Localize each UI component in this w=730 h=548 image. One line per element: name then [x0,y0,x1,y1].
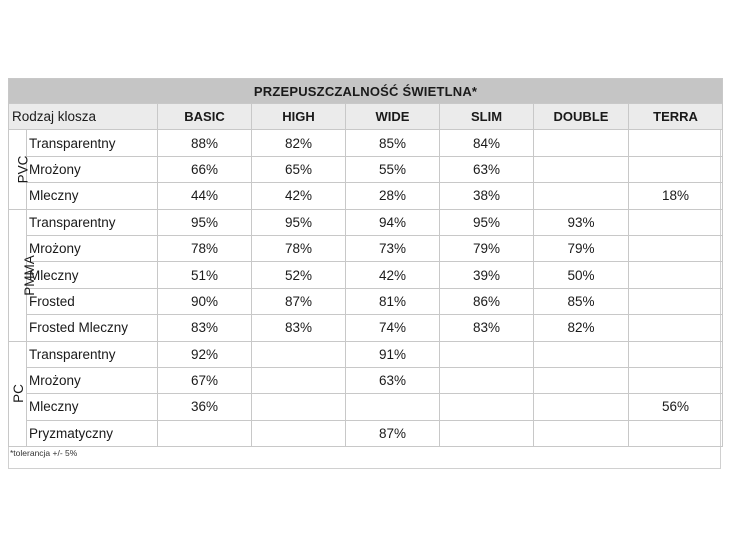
value-cell: 63% [346,367,440,393]
value-cell: 95% [158,209,252,235]
value-cell: 39% [440,262,534,288]
value-cell: 66% [158,156,252,182]
value-cell: 78% [252,235,346,261]
value-cell: 73% [346,235,440,261]
column-header-double: DOUBLE [534,104,629,130]
value-cell [440,420,534,446]
value-cell: 91% [346,341,440,367]
value-cell: 79% [440,235,534,261]
table-row [9,130,723,156]
row-label: Mrożony [27,235,158,261]
value-cell [440,367,534,393]
table-row [9,183,723,209]
table-row [9,209,723,235]
value-cell: 44% [158,183,252,209]
value-cell: 78% [158,235,252,261]
table-row [9,394,723,420]
table-row [9,315,723,341]
value-cell: 83% [440,315,534,341]
value-cell: 36% [158,394,252,420]
group-label: PC [10,384,26,404]
value-cell [252,367,346,393]
value-cell [629,130,723,156]
value-cell [629,262,723,288]
value-cell [629,288,723,314]
value-cell: 87% [252,288,346,314]
value-cell: 63% [440,156,534,182]
value-cell [534,341,629,367]
value-cell [252,394,346,420]
value-cell: 93% [534,209,629,235]
light-transmission-table [8,78,723,447]
row-label: Transparentny [27,341,158,367]
value-cell [346,394,440,420]
value-cell: 18% [629,183,723,209]
value-cell: 74% [346,315,440,341]
group-label-cell [9,341,27,447]
table-title: PRZEPUSZCZALNOŚĆ ŚWIETLNA* [9,79,723,104]
column-header-basic: BASIC [158,104,252,130]
value-cell [440,394,534,420]
value-cell [629,209,723,235]
value-cell [534,183,629,209]
value-cell [440,341,534,367]
value-cell: 82% [252,130,346,156]
value-cell: 87% [346,420,440,446]
table-row [9,156,723,182]
row-label: Mleczny [27,394,158,420]
value-cell [534,420,629,446]
table-row [9,235,723,261]
table-row [9,288,723,314]
footnote: *tolerancja +/- 5% [10,448,78,458]
column-header-terra: TERRA [629,104,723,130]
value-cell [629,367,723,393]
value-cell: 84% [440,130,534,156]
value-cell: 67% [158,367,252,393]
row-label: Mrożony [27,367,158,393]
column-header-type: Rodzaj klosza [9,104,158,130]
value-cell: 90% [158,288,252,314]
table-row [9,367,723,393]
value-cell: 55% [346,156,440,182]
row-label: Mleczny [27,183,158,209]
table-row [9,420,723,446]
value-cell: 92% [158,341,252,367]
value-cell: 83% [158,315,252,341]
value-cell: 42% [252,183,346,209]
value-cell: 42% [346,262,440,288]
value-cell: 88% [158,130,252,156]
value-cell: 86% [440,288,534,314]
value-cell: 50% [534,262,629,288]
value-cell: 56% [629,394,723,420]
row-label: Mleczny [27,262,158,288]
value-cell [629,341,723,367]
row-label: Frosted [27,288,158,314]
group-label: PMMA [21,254,37,296]
value-cell: 81% [346,288,440,314]
value-cell: 51% [158,262,252,288]
row-label: Mrożony [27,156,158,182]
row-label: Transparentny [27,209,158,235]
row-label: Transparentny [27,130,158,156]
column-header-high: HIGH [252,104,346,130]
group-label-cell [9,130,31,209]
value-cell [252,341,346,367]
value-cell [534,130,629,156]
group-label-cell [9,209,37,341]
value-cell: 95% [252,209,346,235]
value-cell: 65% [252,156,346,182]
row-label: Frosted Mleczny [27,315,158,341]
value-cell [629,235,723,261]
value-cell: 94% [346,209,440,235]
value-cell: 85% [534,288,629,314]
value-cell [534,367,629,393]
value-cell [629,156,723,182]
value-cell: 95% [440,209,534,235]
value-cell [534,394,629,420]
value-cell: 82% [534,315,629,341]
value-cell: 28% [346,183,440,209]
value-cell [534,156,629,182]
value-cell [158,420,252,446]
table-row [9,341,723,367]
row-label: Pryzmatyczny [27,420,158,446]
value-cell [252,420,346,446]
table-row [9,262,723,288]
column-header-slim: SLIM [440,104,534,130]
value-cell [629,420,723,446]
value-cell: 85% [346,130,440,156]
value-cell: 79% [534,235,629,261]
column-header-wide: WIDE [346,104,440,130]
group-label: PVC [15,155,31,184]
value-cell [629,315,723,341]
value-cell: 83% [252,315,346,341]
value-cell: 52% [252,262,346,288]
value-cell: 38% [440,183,534,209]
